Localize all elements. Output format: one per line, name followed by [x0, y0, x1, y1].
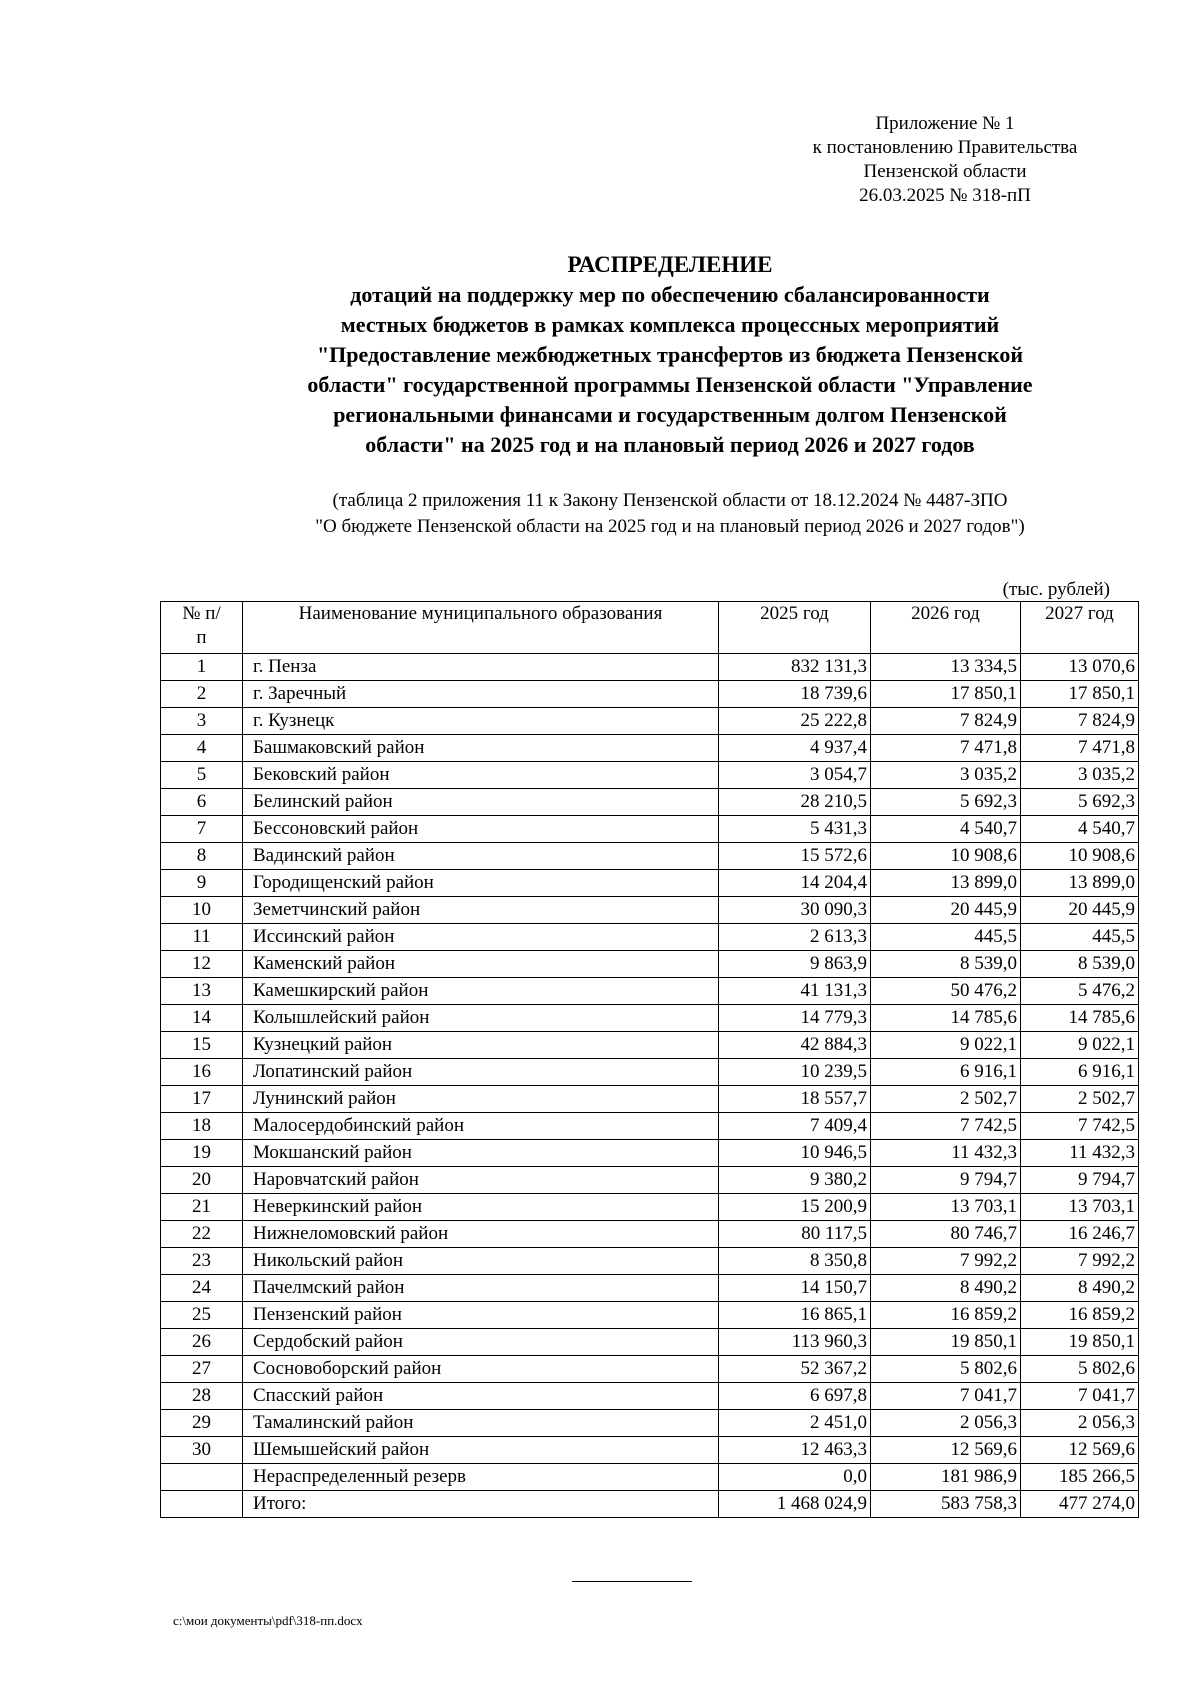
table-body — [161, 654, 1139, 1518]
value-2026-cell: 5 802,6 — [871, 1356, 1021, 1383]
title-line: местных бюджетов в рамках комплекса процессных мероприятий — [340, 312, 1000, 337]
municipality-name-cell: Пензенский район — [243, 1302, 719, 1329]
value-2027-cell: 13 703,1 — [1021, 1194, 1139, 1221]
title-line: области" государственной программы Пензенской области "Управление — [307, 372, 1033, 397]
value-2025-cell: 14 150,7 — [719, 1275, 871, 1302]
row-number-cell: 18 — [161, 1113, 243, 1140]
municipality-name-cell: Нераспределенный резерв — [243, 1464, 719, 1491]
value-2026-cell: 5 692,3 — [871, 789, 1021, 816]
table-row — [161, 978, 1139, 1005]
table-row — [161, 1194, 1139, 1221]
value-2027-cell: 9 794,7 — [1021, 1167, 1139, 1194]
value-2026-cell: 17 850,1 — [871, 681, 1021, 708]
value-2027-cell: 16 246,7 — [1021, 1221, 1139, 1248]
municipality-name-cell: Лунинский район — [243, 1086, 719, 1113]
appendix-line: к постановлению Правительства — [812, 137, 1078, 158]
value-2026-cell: 7 041,7 — [871, 1383, 1021, 1410]
value-2026-cell: 13 703,1 — [871, 1194, 1021, 1221]
row-number-cell: 14 — [161, 1005, 243, 1032]
source-line: "О бюджете Пензенской области на 2025 год и на плановый период 2026 и 2027 годов") — [315, 516, 1025, 537]
value-2025-cell: 52 367,2 — [719, 1356, 871, 1383]
municipality-name-cell: Нижнеломовский район — [243, 1221, 719, 1248]
value-2025-cell: 80 117,5 — [719, 1221, 871, 1248]
municipality-name-cell: Итого: — [243, 1491, 719, 1518]
row-number-cell: 10 — [161, 897, 243, 924]
value-2026-cell: 11 432,3 — [871, 1140, 1021, 1167]
value-2025-cell: 113 960,3 — [719, 1329, 871, 1356]
appendix-line: Пензенской области — [863, 161, 1027, 182]
value-2025-cell: 6 697,8 — [719, 1383, 871, 1410]
municipality-name-cell: Пачелмский район — [243, 1275, 719, 1302]
municipality-name-cell: Неверкинский район — [243, 1194, 719, 1221]
table-row — [161, 1059, 1139, 1086]
value-2026-cell: 12 569,6 — [871, 1437, 1021, 1464]
table-row — [161, 1032, 1139, 1059]
table-row — [161, 1221, 1139, 1248]
value-2027-cell: 2 056,3 — [1021, 1410, 1139, 1437]
row-number-cell — [161, 1491, 243, 1518]
value-2026-cell: 8 490,2 — [871, 1275, 1021, 1302]
table-row — [161, 1437, 1139, 1464]
row-number-cell: 22 — [161, 1221, 243, 1248]
value-2026-cell: 7 992,2 — [871, 1248, 1021, 1275]
municipality-name-cell: Сердобский район — [243, 1329, 719, 1356]
value-2027-cell: 12 569,6 — [1021, 1437, 1139, 1464]
municipality-name-cell: Бессоновский район — [243, 816, 719, 843]
header-2025: 2025 год — [719, 602, 871, 654]
title-line: дотаций на поддержку мер по обеспечению сбалансированности — [350, 282, 990, 307]
appendix-block — [760, 112, 1130, 208]
table-row — [161, 1383, 1139, 1410]
value-2026-cell: 19 850,1 — [871, 1329, 1021, 1356]
value-2025-cell: 42 884,3 — [719, 1032, 871, 1059]
municipality-name-cell: Бековский район — [243, 762, 719, 789]
municipality-name-cell: Земетчинский район — [243, 897, 719, 924]
value-2025-cell: 4 937,4 — [719, 735, 871, 762]
value-2025-cell: 10 946,5 — [719, 1140, 871, 1167]
row-number-cell: 21 — [161, 1194, 243, 1221]
row-number-cell: 20 — [161, 1167, 243, 1194]
value-2025-cell: 15 572,6 — [719, 843, 871, 870]
value-2026-cell: 2 502,7 — [871, 1086, 1021, 1113]
value-2025-cell: 28 210,5 — [719, 789, 871, 816]
table-row — [161, 1356, 1139, 1383]
row-number-cell: 23 — [161, 1248, 243, 1275]
value-2025-cell: 3 054,7 — [719, 762, 871, 789]
municipality-name-cell: Белинский район — [243, 789, 719, 816]
value-2026-cell: 7 742,5 — [871, 1113, 1021, 1140]
table-row — [161, 654, 1139, 681]
header-2027: 2027 год — [1021, 602, 1139, 654]
municipality-name-cell: Тамалинский район — [243, 1410, 719, 1437]
table-row — [161, 1275, 1139, 1302]
title-line: региональными финансами и государственным долгом Пензенской — [333, 402, 1007, 427]
main-title: РАСПРЕДЕЛЕНИЕ — [567, 252, 773, 277]
value-2026-cell: 20 445,9 — [871, 897, 1021, 924]
row-number-cell: 1 — [161, 654, 243, 681]
value-2026-cell: 9 794,7 — [871, 1167, 1021, 1194]
distribution-table — [160, 601, 1139, 1518]
value-2027-cell: 13 899,0 — [1021, 870, 1139, 897]
value-2027-cell: 10 908,6 — [1021, 843, 1139, 870]
table-row — [161, 681, 1139, 708]
municipality-name-cell: г. Пенза — [243, 654, 719, 681]
row-number-cell: 26 — [161, 1329, 243, 1356]
row-number-cell: 11 — [161, 924, 243, 951]
municipality-name-cell: г. Заречный — [243, 681, 719, 708]
table-row — [161, 789, 1139, 816]
row-number-cell: 13 — [161, 978, 243, 1005]
row-number-cell: 17 — [161, 1086, 243, 1113]
value-2025-cell: 15 200,9 — [719, 1194, 871, 1221]
value-2027-cell: 7 471,8 — [1021, 735, 1139, 762]
value-2027-cell: 7 742,5 — [1021, 1113, 1139, 1140]
units-label: (тыс. рублей) — [1002, 579, 1110, 600]
table-row — [161, 1167, 1139, 1194]
row-number-cell: 15 — [161, 1032, 243, 1059]
table-row — [161, 1410, 1139, 1437]
value-2026-cell: 7 471,8 — [871, 735, 1021, 762]
table-row — [161, 1005, 1139, 1032]
table-row — [161, 1140, 1139, 1167]
value-2025-cell: 25 222,8 — [719, 708, 871, 735]
row-number-cell: 27 — [161, 1356, 243, 1383]
value-2025-cell: 18 739,6 — [719, 681, 871, 708]
value-2027-cell: 8 539,0 — [1021, 951, 1139, 978]
row-number-cell: 3 — [161, 708, 243, 735]
value-2027-cell: 16 859,2 — [1021, 1302, 1139, 1329]
row-number-cell: 12 — [161, 951, 243, 978]
row-number-cell: 30 — [161, 1437, 243, 1464]
value-2027-cell: 477 274,0 — [1021, 1491, 1139, 1518]
municipality-name-cell: Камешкирский район — [243, 978, 719, 1005]
municipality-name-cell: г. Кузнецк — [243, 708, 719, 735]
appendix-line: Приложение № 1 — [875, 113, 1015, 134]
table-row — [161, 1491, 1139, 1518]
value-2027-cell: 20 445,9 — [1021, 897, 1139, 924]
row-number-cell: 24 — [161, 1275, 243, 1302]
table-row — [161, 870, 1139, 897]
value-2027-cell: 8 490,2 — [1021, 1275, 1139, 1302]
row-number-cell: 29 — [161, 1410, 243, 1437]
value-2026-cell: 8 539,0 — [871, 951, 1021, 978]
table-row — [161, 1113, 1139, 1140]
value-2026-cell: 2 056,3 — [871, 1410, 1021, 1437]
value-2027-cell: 185 266,5 — [1021, 1464, 1139, 1491]
table-row — [161, 1302, 1139, 1329]
table-row — [161, 924, 1139, 951]
value-2027-cell: 19 850,1 — [1021, 1329, 1139, 1356]
table-row — [161, 1248, 1139, 1275]
value-2026-cell: 14 785,6 — [871, 1005, 1021, 1032]
table-row — [161, 1329, 1139, 1356]
municipality-name-cell: Сосновоборский район — [243, 1356, 719, 1383]
municipality-name-cell: Городищенский район — [243, 870, 719, 897]
municipality-name-cell: Лопатинский район — [243, 1059, 719, 1086]
table-header-row — [161, 602, 1139, 654]
municipality-name-cell: Никольский район — [243, 1248, 719, 1275]
value-2026-cell: 80 746,7 — [871, 1221, 1021, 1248]
value-2025-cell: 2 451,0 — [719, 1410, 871, 1437]
row-number-cell: 28 — [161, 1383, 243, 1410]
value-2026-cell: 4 540,7 — [871, 816, 1021, 843]
header-2026: 2026 год — [871, 602, 1021, 654]
header-num-label: № п/п — [182, 603, 221, 648]
value-2025-cell: 9 380,2 — [719, 1167, 871, 1194]
value-2027-cell: 11 432,3 — [1021, 1140, 1139, 1167]
value-2025-cell: 16 865,1 — [719, 1302, 871, 1329]
row-number-cell — [161, 1464, 243, 1491]
value-2027-cell: 3 035,2 — [1021, 762, 1139, 789]
value-2027-cell: 2 502,7 — [1021, 1086, 1139, 1113]
row-number-cell: 5 — [161, 762, 243, 789]
value-2027-cell: 6 916,1 — [1021, 1059, 1139, 1086]
municipality-name-cell: Мокшанский район — [243, 1140, 719, 1167]
value-2025-cell: 5 431,3 — [719, 816, 871, 843]
title-line: области" на 2025 год и на плановый период 2026 и 2027 годов — [365, 432, 975, 457]
table-row — [161, 762, 1139, 789]
source-line: (таблица 2 приложения 11 к Закону Пензенской области от 18.12.2024 № 4487-ЗПО — [332, 490, 1008, 511]
header-name: Наименование муниципального образования — [243, 602, 719, 654]
value-2026-cell: 6 916,1 — [871, 1059, 1021, 1086]
value-2027-cell: 5 476,2 — [1021, 978, 1139, 1005]
value-2025-cell: 14 779,3 — [719, 1005, 871, 1032]
row-number-cell: 4 — [161, 735, 243, 762]
document-title — [160, 250, 1180, 460]
value-2026-cell: 583 758,3 — [871, 1491, 1021, 1518]
table-row — [161, 735, 1139, 762]
source-reference — [160, 488, 1180, 540]
value-2025-cell: 0,0 — [719, 1464, 871, 1491]
appendix-line: 26.03.2025 № 318-пП — [859, 185, 1031, 206]
municipality-name-cell: Колышлейский район — [243, 1005, 719, 1032]
footer-file-path: c:\мои документы\pdf\318-пп.docx — [173, 1613, 363, 1628]
row-number-cell: 2 — [161, 681, 243, 708]
row-number-cell: 25 — [161, 1302, 243, 1329]
value-2027-cell: 5 692,3 — [1021, 789, 1139, 816]
value-2026-cell: 9 022,1 — [871, 1032, 1021, 1059]
municipality-name-cell: Каменский район — [243, 951, 719, 978]
value-2026-cell: 445,5 — [871, 924, 1021, 951]
table-row — [161, 951, 1139, 978]
municipality-name-cell: Малосердобинский район — [243, 1113, 719, 1140]
value-2027-cell: 7 992,2 — [1021, 1248, 1139, 1275]
value-2025-cell: 10 239,5 — [719, 1059, 871, 1086]
table-row — [161, 843, 1139, 870]
value-2025-cell: 12 463,3 — [719, 1437, 871, 1464]
value-2025-cell: 14 204,4 — [719, 870, 871, 897]
value-2027-cell: 5 802,6 — [1021, 1356, 1139, 1383]
municipality-name-cell: Башмаковский район — [243, 735, 719, 762]
value-2026-cell: 10 908,6 — [871, 843, 1021, 870]
value-2025-cell: 832 131,3 — [719, 654, 871, 681]
municipality-name-cell: Иссинский район — [243, 924, 719, 951]
table-row — [161, 816, 1139, 843]
value-2025-cell: 2 613,3 — [719, 924, 871, 951]
end-divider — [572, 1581, 692, 1582]
row-number-cell: 9 — [161, 870, 243, 897]
value-2026-cell: 16 859,2 — [871, 1302, 1021, 1329]
value-2025-cell: 30 090,3 — [719, 897, 871, 924]
value-2027-cell: 4 540,7 — [1021, 816, 1139, 843]
table-row — [161, 897, 1139, 924]
municipality-name-cell: Наровчатский район — [243, 1167, 719, 1194]
title-line: "Предоставление межбюджетных трансфертов из бюджета Пензенской — [316, 342, 1024, 367]
value-2026-cell: 13 899,0 — [871, 870, 1021, 897]
value-2026-cell: 7 824,9 — [871, 708, 1021, 735]
value-2026-cell: 13 334,5 — [871, 654, 1021, 681]
municipality-name-cell: Шемышейский район — [243, 1437, 719, 1464]
value-2025-cell: 41 131,3 — [719, 978, 871, 1005]
row-number-cell: 19 — [161, 1140, 243, 1167]
value-2025-cell: 1 468 024,9 — [719, 1491, 871, 1518]
municipality-name-cell: Кузнецкий район — [243, 1032, 719, 1059]
table-row — [161, 1464, 1139, 1491]
header-num — [161, 602, 243, 654]
value-2027-cell: 445,5 — [1021, 924, 1139, 951]
value-2027-cell: 14 785,6 — [1021, 1005, 1139, 1032]
value-2025-cell: 8 350,8 — [719, 1248, 871, 1275]
row-number-cell: 16 — [161, 1059, 243, 1086]
value-2027-cell: 7 824,9 — [1021, 708, 1139, 735]
row-number-cell: 8 — [161, 843, 243, 870]
municipality-name-cell: Спасский район — [243, 1383, 719, 1410]
value-2025-cell: 9 863,9 — [719, 951, 871, 978]
value-2027-cell: 17 850,1 — [1021, 681, 1139, 708]
municipality-name-cell: Вадинский район — [243, 843, 719, 870]
row-number-cell: 6 — [161, 789, 243, 816]
value-2027-cell: 9 022,1 — [1021, 1032, 1139, 1059]
table-row — [161, 1086, 1139, 1113]
row-number-cell: 7 — [161, 816, 243, 843]
value-2026-cell: 50 476,2 — [871, 978, 1021, 1005]
value-2026-cell: 3 035,2 — [871, 762, 1021, 789]
value-2026-cell: 181 986,9 — [871, 1464, 1021, 1491]
table-row — [161, 708, 1139, 735]
value-2025-cell: 18 557,7 — [719, 1086, 871, 1113]
value-2027-cell: 13 070,6 — [1021, 654, 1139, 681]
value-2025-cell: 7 409,4 — [719, 1113, 871, 1140]
value-2027-cell: 7 041,7 — [1021, 1383, 1139, 1410]
